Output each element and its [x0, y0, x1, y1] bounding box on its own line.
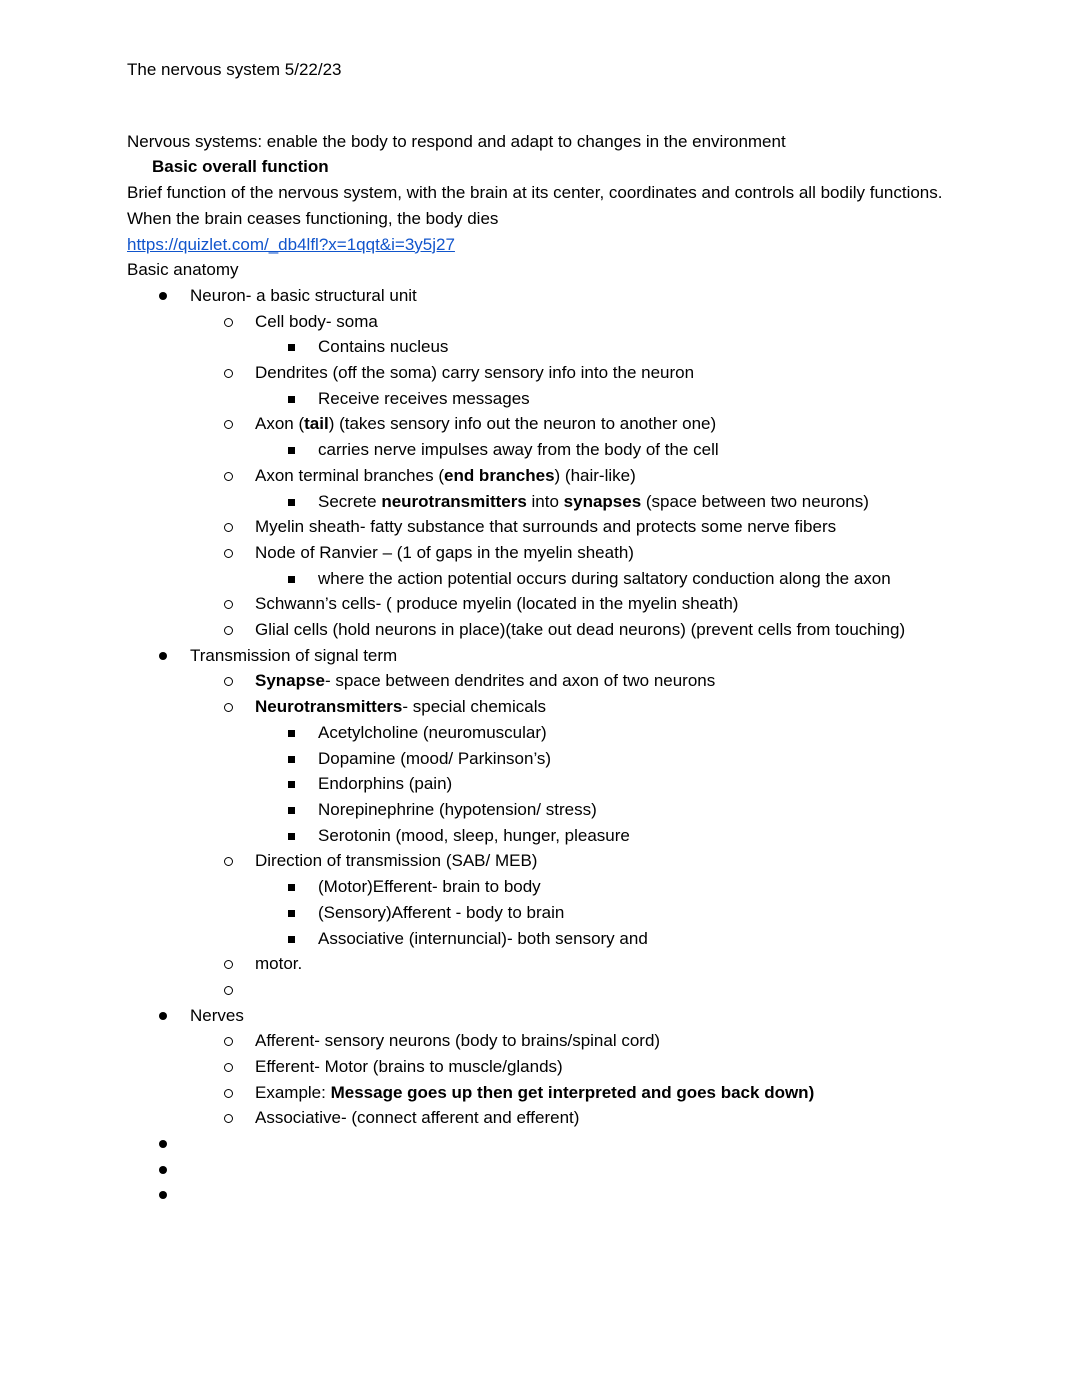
- page-title: The nervous system 5/22/23: [127, 60, 342, 79]
- bullet-circle-icon: [224, 523, 233, 532]
- list-item: [127, 1157, 953, 1183]
- list-item: [127, 437, 953, 463]
- list-item: [127, 309, 953, 335]
- list-item: [127, 1080, 953, 1106]
- list-item: [127, 643, 953, 669]
- bullet-circle-icon: [224, 1037, 233, 1046]
- bullet-square-icon: [288, 884, 295, 891]
- list-item-text: Secrete neurotransmitters into synapses (space between two neurons): [318, 491, 869, 511]
- list-item: [127, 386, 953, 412]
- bullet-square-icon: [288, 910, 295, 917]
- list-item-text: Contains nucleus: [318, 337, 449, 357]
- bullet-disc-icon: [159, 1166, 167, 1174]
- quizlet-link[interactable]: https://quizlet.com/_db4lfl?x=1qqt&i=3y5j27: [127, 234, 455, 254]
- list-item: [127, 797, 953, 823]
- list-item-text: Afferent- sensory neurons (body to brains/spinal cord): [255, 1031, 661, 1051]
- list-item: [127, 489, 953, 515]
- list-item: [127, 900, 953, 926]
- list-item: [127, 951, 953, 977]
- list-item: [127, 823, 953, 849]
- list-item: [127, 617, 953, 643]
- list-item: [127, 1131, 953, 1157]
- list-item-text: Direction of transmission (SAB/ MEB): [255, 851, 538, 871]
- list-item: [127, 514, 953, 540]
- bullet-circle-icon: [224, 986, 233, 995]
- list-item-text: Neuron- a basic structural unit: [190, 285, 417, 305]
- list-item-text: Associative- (connect afferent and efferent): [255, 1108, 580, 1128]
- list-item: [127, 720, 953, 746]
- bullet-circle-icon: [224, 626, 233, 635]
- list-item-text: Norepinephrine (hypotension/ stress): [318, 799, 597, 819]
- list-item-text: motor.: [255, 954, 303, 974]
- bullet-circle-icon: [224, 857, 233, 866]
- bullet-circle-icon: [224, 318, 233, 327]
- list-item-text: Serotonin (mood, sleep, hunger, pleasure: [318, 825, 630, 845]
- list-item: [127, 848, 953, 874]
- list-item-text: Associative (internuncial)- both sensory and: [318, 928, 648, 948]
- bullet-circle-icon: [224, 1063, 233, 1072]
- list-item-text: Glial cells (hold neurons in place)(take out dead neurons) (prevent cells from touching): [255, 620, 906, 640]
- bullet-circle-icon: [224, 472, 233, 481]
- bullet-square-icon: [288, 730, 295, 737]
- list-item: [127, 283, 953, 309]
- list-item-text: Myelin sheath- fatty substance that surrounds and protects some nerve fibers: [255, 517, 837, 537]
- bullet-circle-icon: [224, 703, 233, 712]
- bullet-square-icon: [288, 936, 295, 943]
- list-item-text: Axon (tail) (takes sensory info out the neuron to another one): [255, 414, 717, 434]
- list-item-text: Example: Message goes up then get interpreted and goes back down): [255, 1082, 815, 1102]
- list-item-text: Transmission of signal term: [190, 645, 398, 665]
- list-item: [127, 566, 953, 592]
- list-item-text: Receive receives messages: [318, 388, 530, 408]
- list-item-text: (Motor)Efferent- brain to body: [318, 877, 541, 897]
- list-item: [127, 771, 953, 797]
- list-item-text: Neurotransmitters- special chemicals: [255, 697, 546, 717]
- list-item-text: Cell body- soma: [255, 311, 378, 331]
- list-item: [127, 360, 953, 386]
- list-item-text: Node of Ranvier – (1 of gaps in the myelin sheath): [255, 542, 634, 562]
- list-item: [127, 874, 953, 900]
- bullet-square-icon: [288, 781, 295, 788]
- list-item: [127, 334, 953, 360]
- list-item: [127, 668, 953, 694]
- list-item-text: Nerves: [190, 1005, 244, 1025]
- bullet-disc-icon: [159, 1012, 167, 1020]
- list-item: [127, 746, 953, 772]
- bullet-square-icon: [288, 344, 295, 351]
- link-line: [127, 232, 953, 258]
- list-item: [127, 591, 953, 617]
- bullet-circle-icon: [224, 1114, 233, 1123]
- list-item-text: Dendrites (off the soma) carry sensory info into the neuron: [255, 363, 695, 383]
- list-item-text: Endorphins (pain): [318, 774, 453, 794]
- bullet-disc-icon: [159, 292, 167, 300]
- bullet-square-icon: [288, 833, 295, 840]
- bullet-circle-icon: [224, 960, 233, 969]
- bullet-circle-icon: [224, 600, 233, 609]
- list-item: [127, 694, 953, 720]
- intro-paragraph: Nervous systems: enable the body to respond and adapt to changes in the environment: [127, 131, 786, 151]
- section-heading: Basic overall function: [152, 157, 329, 177]
- bullet-disc-icon: [159, 1191, 167, 1199]
- list-item: [127, 1182, 953, 1208]
- list-item-text: carries nerve impulses away from the body of the cell: [318, 440, 719, 460]
- bullet-circle-icon: [224, 677, 233, 686]
- bullet-square-icon: [288, 807, 295, 814]
- list-item: [127, 463, 953, 489]
- bullet-square-icon: [288, 396, 295, 403]
- bullet-circle-icon: [224, 369, 233, 378]
- list-item-text: Axon terminal branches (end branches) (hair-like): [255, 465, 636, 485]
- list-item: [127, 977, 953, 1003]
- bullet-square-icon: [288, 447, 295, 454]
- bullet-square-icon: [288, 499, 295, 506]
- bullet-disc-icon: [159, 652, 167, 660]
- bullet-circle-icon: [224, 549, 233, 558]
- list-item: [127, 1028, 953, 1054]
- bullet-square-icon: [288, 756, 295, 763]
- list-item: [127, 1003, 953, 1029]
- list-item: [127, 1054, 953, 1080]
- notes-list: [127, 283, 953, 1208]
- brief-function-paragraph: Brief function of the nervous system, with the brain at its center, coordinates and controls all bodily functions. When the brain ceases functioning, the body dies: [127, 183, 943, 228]
- list-item-text: Acetylcholine (neuromuscular): [318, 722, 547, 742]
- list-item-text: Efferent- Motor (brains to muscle/glands): [255, 1057, 563, 1076]
- list-item-text: Synapse- space between dendrites and axon of two neurons: [255, 671, 716, 691]
- bullet-circle-icon: [224, 1089, 233, 1098]
- list-item: [127, 1105, 953, 1131]
- list-item: [127, 926, 953, 952]
- list-item-text: Dopamine (mood/ Parkinson’s): [318, 748, 552, 768]
- list-item-text: Schwann’s cells- ( produce myelin (located in the myelin sheath): [255, 594, 739, 614]
- list-item: [127, 540, 953, 566]
- list-item-text: (Sensory)Afferent - body to brain: [318, 902, 565, 922]
- list-item-text: where the action potential occurs during saltatory conduction along the axon: [318, 568, 891, 588]
- bullet-square-icon: [288, 576, 295, 583]
- bullet-disc-icon: [159, 1140, 167, 1148]
- bullet-circle-icon: [224, 420, 233, 429]
- list-item: [127, 411, 953, 437]
- basic-anatomy-label: Basic anatomy: [127, 260, 239, 280]
